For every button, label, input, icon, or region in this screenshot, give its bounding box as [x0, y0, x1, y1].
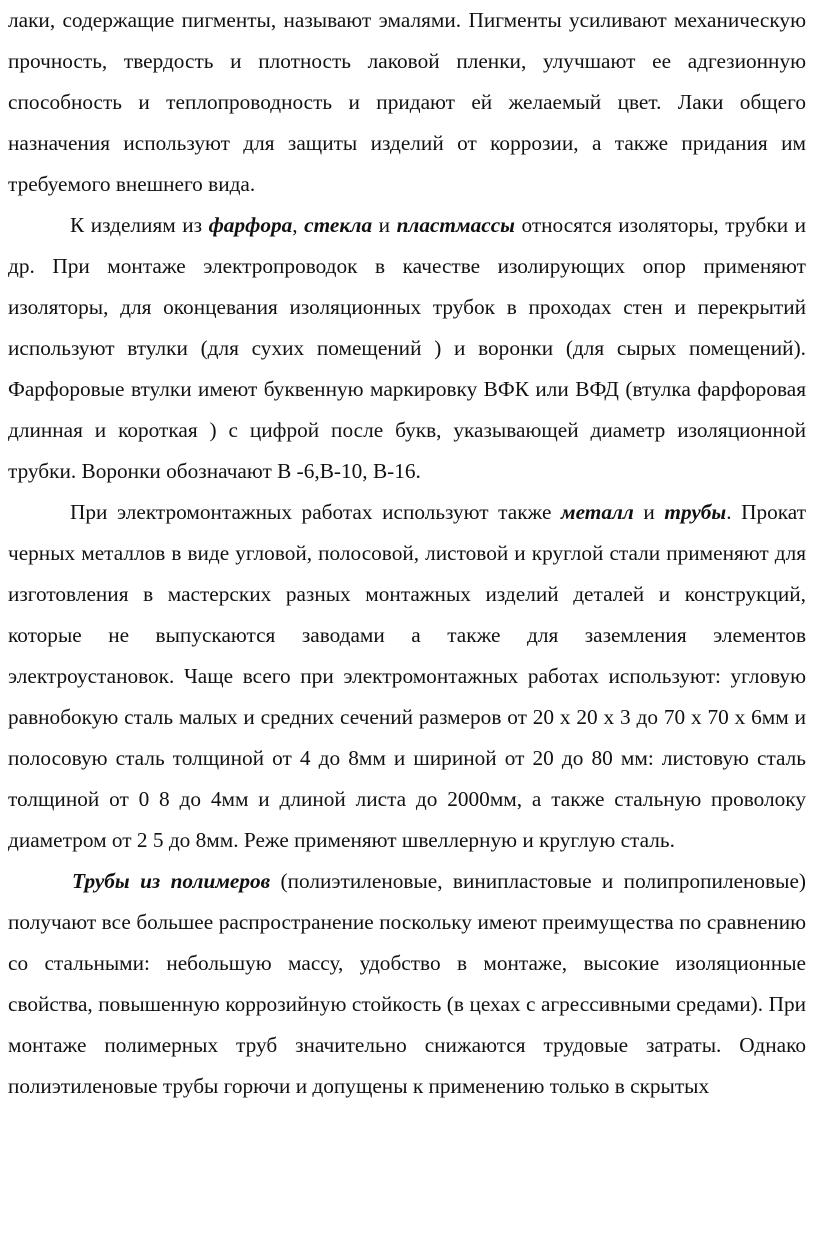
emphasis-plastics: пластмассы [396, 213, 515, 237]
emphasis-porcelain: фарфора [208, 213, 293, 237]
text-run: При электромонтажных работах используют также [70, 500, 561, 524]
paragraph-enamels: лаки, содержащие пигменты, называют эмалями. Пигменты усиливают механическую прочность, твердость и плотность лаковой пленки, улучшают ее адгезионную способность и теплопроводность и придают ей желаемый цвет. Лаки общего назначения используют для защиты изделий от коррозии, а также придания им требуемого внешнего вида. [8, 8, 806, 196]
emphasis-pipes: трубы [664, 500, 727, 524]
text-run: . Прокат черных металлов в виде угловой, полосовой, листовой и круглой стали применяют для изготовления в мастерских разных монтажных изделий деталей и конструкций, которые не выпускаются заводами а также для заземления элементов электроустановок. Чаще всего при электромонтажных работах используют: угловую равнобокую сталь малых и средних сечений размеров от 20 х 20 х 3 до 70 х 70 х 6мм и полосовую сталь толщиной от 4 до 8мм и шириной от 20 до 80 мм: листовую сталь толщиной от 0 8 до 4мм и длиной листа до 2000мм, а также стальную проволоку диаметром от 2 5 до 8мм. Реже применяют швеллерную и круглую сталь. [8, 500, 806, 852]
text-run: и [372, 213, 397, 237]
text-run: относятся изоляторы, трубки и др. При монтаже электропроводок в качестве изолирующих опор применяют изоляторы, для оконцевания изоляционных трубок в проходах стен и перекрытий используют втулки (для сухих помещений ) и воронки (для сырых помещений). Фарфоровые втулки имеют буквенную маркировку ВФК или ВФД (втулка фарфоровая длинная и короткая ) с цифрой после букв, указывающей диаметр изоляционной трубки. Воронки обозначают В -6,В-10, В-16. [8, 213, 807, 483]
text-run: и [633, 500, 665, 524]
document-page [8, 0, 806, 1107]
text-run: , [292, 213, 305, 237]
text-run: (полиэтиленовые, винипластовые и полипропиленовые) получают все большее распространение поскольку имеют преимущества по сравнению со стальными: небольшую массу, удобство в монтаже, высокие изоляционные свойства, повышенную коррозийную стойкость (в цехах с агрессивными средами). При монтаже полимерных труб значительно снижаются трудовые затраты. Однако полиэтиленовые трубы горючи и допущены к применению только в скрытых [8, 869, 806, 1098]
paragraph-polymer-pipes [8, 861, 806, 1107]
emphasis-polymer-pipes: Трубы из полимеров [72, 869, 271, 893]
paragraph-metal-pipes [8, 492, 806, 861]
emphasis-glass: стекла [304, 213, 373, 237]
text-run: К изделиям из [70, 213, 209, 237]
paragraph-porcelain-glass-plastics [8, 205, 806, 492]
emphasis-metal: металл [561, 500, 634, 524]
